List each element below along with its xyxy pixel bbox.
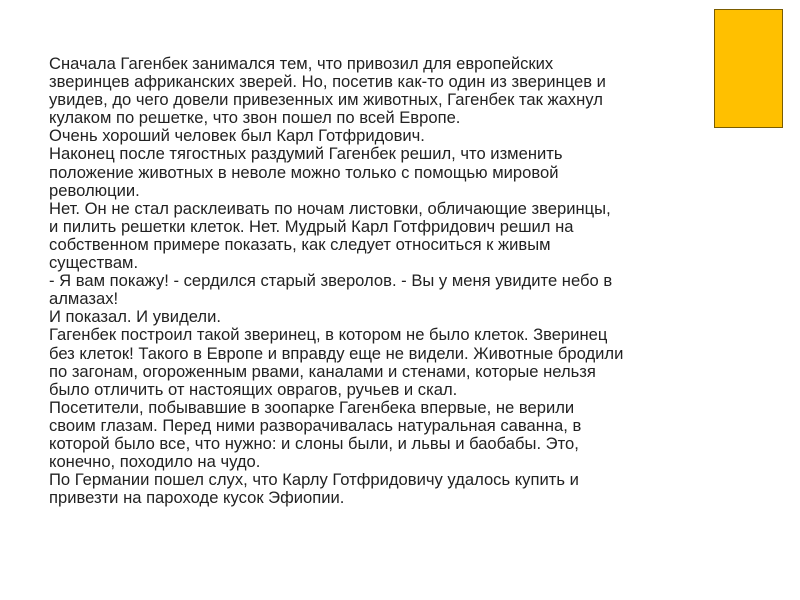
text-line: было отличить от настоящих оврагов, ручьев и скал.: [49, 379, 458, 399]
text-line: которой было все, что нужно: и слоны были, и львы и баобабы. Это,: [49, 433, 579, 453]
text-line: алмазах!: [49, 289, 119, 309]
text-line: конечно, походило на чудо.: [49, 452, 261, 472]
text-line: Наконец после тягостных раздумий Гагенбек решил, что изменить: [49, 144, 563, 164]
text-line: по загонам, огороженным рвами, каналами и стенами, которые нельзя: [49, 361, 596, 381]
text-line: своим глазам. Перед ними разворачивалась натуральная саванна, в: [49, 415, 582, 435]
text-line: собственном примере показать, как следует относиться к живым: [49, 234, 551, 254]
slide-text-body: [49, 55, 749, 507]
text-line: Сначала Гагенбек занимался тем, что привозил для европейских: [49, 54, 554, 73]
text-line: увидев, до чего довели привезенных им животных, Гагенбек так жахнул: [49, 90, 603, 110]
text-line: По Германии пошел слух, что Карлу Готфридовичу удалось купить и: [49, 470, 579, 490]
text-line: привезти на пароходе кусок Эфиопии.: [49, 488, 345, 508]
text-line: кулаком по решетке, что звон пошел по всей Европе.: [49, 108, 461, 128]
text-line: Очень хороший человек был Карл Готфридович.: [49, 126, 425, 146]
text-line: положение животных в неволе можно только с помощью мировой: [49, 162, 559, 182]
text-line: И показал. И увидели.: [49, 307, 221, 327]
text-line: революции.: [49, 180, 140, 200]
text-line: зверинцев африканских зверей. Но, посетив как-то один из зверинцев и: [49, 72, 606, 92]
text-line: без клеток! Такого в Европе и вправду еще не видели. Животные бродили: [49, 343, 624, 363]
text-line: Гагенбек построил такой зверинец, в котором не было клеток. Зверинец: [49, 325, 608, 345]
text-line: - Я вам покажу! - сердился старый зверолов. - Вы у меня увидите небо в: [49, 271, 613, 291]
text-line: Посетители, побывавшие в зоопарке Гагенбека впервые, не верили: [49, 397, 575, 417]
text-line: существам.: [49, 253, 139, 273]
text-line: и пилить решетки клеток. Нет. Мудрый Карл Готфридович решил на: [49, 216, 574, 236]
text-line: Нет. Он не стал расклеивать по ночам листовки, обличающие зверинцы,: [49, 198, 611, 218]
